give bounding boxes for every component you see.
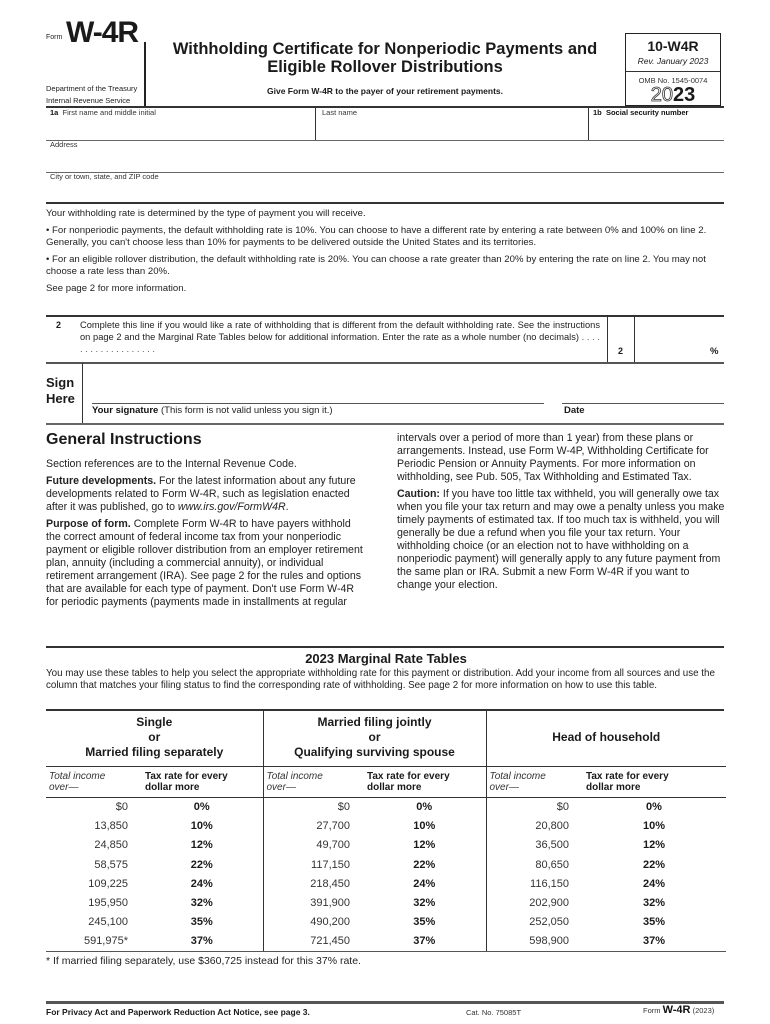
col-tax-rate: Tax rate for every dollar more [582,766,726,797]
line-2-box-number: 2 [618,346,624,356]
purpose-of-form: Purpose of form. Complete Form W-4R to have payers withhold the correct amount of federal income tax from your nonperiodic payment or eligible rollover distribution from an employer retirement plan, annuity (including a commercial annuity), or individual retirement arrangement (IRA). See page 2 for the rules and options that are available for each type of payment. Don't use Form W-4R for periodic payments (payments made in installments at regular [46,518,363,608]
caution: Caution: If you have too little tax withheld, you will generally owe tax when you file your tax return and may owe a penalty unless you make timely payments of estimated tax. If too much tax is withheld, you will generally be due a refund when you file your tax return. Your withholding choice (or an election not to have withholding on a nonperiodic payment) will generally apply to any future payment from the same plan or IRA. Submit a new Form W-4R if you want to change your election. [397,488,725,591]
marginal-rate-table [46,710,726,952]
rule [46,646,724,648]
rate-tables-title: 2023 Marginal Rate Tables [305,651,467,666]
department [46,83,137,107]
purpose-continued: intervals over a period of more than 1 year) from these plans or arrangements. Instead, use Form W-4P, Withholding Certificate for Periodic Pension or Annuity Payments. For more information on withholding, see Pub. 505, Tax Withholding and Estimated Tax. [397,432,709,483]
title-line2: Eligible Rollover Distributions [267,58,503,76]
group-married-jointly: Married filing jointly or Qualifying surviving spouse [263,710,486,766]
date-field[interactable] [562,370,724,402]
revision-date: Rev. January 2023 [637,56,709,66]
rate-table-footnote: * If married filing separately, use $360,725 instead for this 37% rate. [46,955,361,967]
line-1a-number: 1a [50,108,59,117]
first-name-label: 1a First name and middle initial [50,108,156,117]
percent-sign: % [710,346,719,357]
table-row: 58,575 22% 117,150 22% 80,650 22% [46,855,726,874]
table-row: 195,950 32% 391,900 32% 202,900 32% [46,893,726,912]
date-label: Date [564,405,585,416]
last-name-label: Last name [322,108,358,117]
future-developments: Future developments. For the latest information about any future developments related to Form W-4R, such as legislation enacted after it was published, go to www.irs.gov/FormW4R. [46,475,356,513]
irs-link[interactable]: www.irs.gov/FormW4R [177,501,286,513]
divider [588,107,589,140]
tax-year-bold: 23 [673,84,696,106]
header-divider [144,42,146,106]
withholding-rate-input[interactable] [636,318,706,360]
signature-line [92,403,544,404]
rate-tables-intro: You may use these tables to help you select the appropriate withholding rate for this payment or distribution. Add your income from all sources and use the column that matches your filing status to find the corresponding rate of withholding. See page 2 for more information on how to use this table. [46,668,715,691]
signature-label: Your signature (This form is not valid unless you sign it.) [92,405,333,416]
table-row: 591,975* 37% 721,450 37% 598,900 37% [46,932,726,951]
col-total-income: Total income over— [486,766,582,797]
omb-top [626,34,720,72]
divider [315,107,316,140]
form-number: W-4R [66,16,139,49]
signature-field[interactable] [92,370,544,402]
address-input[interactable] [50,150,722,170]
form-title [150,40,620,76]
intro-nonperiodic: • For nonperiodic payments, the default withholding rate is 10%. You can choose to have a different rate by entering a rate between 0% and 100% on line 2. Generally, you can't choose less than 10% for payments to be delivered outside the United States and its territories. [46,225,707,248]
last-name-input[interactable] [320,118,584,138]
table-row: $0 0% $0 0% $0 0% [46,797,726,816]
date-line [562,403,724,404]
line-2-instructions: Complete this line if you would like a rate of withholding that is different from the default withholding rate. See the instructions on page 2 and the Marginal Rate Tables below for additional information. Enter the rate as a whole number (no decimals) . . . . . . . . . . . . . . . . . . . [80,320,600,354]
intro-p1: Your withholding rate is determined by the type of payment you will receive. [46,208,366,219]
department-line1: Department of the Treasury [46,84,138,93]
footer-form-id: Form W-4R (2023) [643,1004,715,1016]
intro-rollover: • For an eligible rollover distribution, the default withholding rate is 20%. You can choose a rate greater than 20% by entering the rate on line 2. You may not choose a rate less than 20%. [46,254,706,277]
divider [634,316,635,362]
address-label: Address [50,140,78,149]
divider [607,316,608,362]
title-line1: Withholding Certificate for Nonperiodic Payments and [172,40,598,58]
table-row: 24,850 12% 49,700 12% 36,500 12% [46,836,726,855]
rule [46,1001,724,1004]
table-row: 245,100 35% 490,200 35% 252,050 35% [46,913,726,932]
group-single: Single or Married filing separately [46,710,263,766]
line-2-number: 2 [56,320,62,330]
general-instructions-left [46,458,364,613]
sign-here-label: Sign Here [46,375,75,406]
col-total-income: Total income over— [46,766,141,797]
omb-code: 10-W4R [647,38,699,54]
ssn-input[interactable] [592,118,722,138]
tax-year-outline: 20 [650,84,673,106]
general-instructions-right [397,432,727,596]
omb-number: OMB No. 1545-0074 [638,76,708,85]
intro-see-page: See page 2 for more information. [46,283,187,294]
col-tax-rate: Tax rate for every dollar more [363,766,486,797]
rule [46,315,724,317]
catalog-number: Cat. No. 75085T [466,1008,522,1017]
omb-box [625,33,721,106]
divider [82,363,83,423]
withholding-intro [46,208,726,300]
tax-year [626,84,720,107]
rule [46,140,724,141]
table-row: 13,850 10% 27,700 10% 20,800 10% [46,816,726,835]
department-line2: Internal Revenue Service [46,96,131,105]
rule [46,423,724,425]
privacy-notice: For Privacy Act and Paperwork Reduction Act Notice, see page 3. [46,1007,310,1017]
col-total-income: Total income over— [263,766,363,797]
city-label: City or town, state, and ZIP code [50,172,159,181]
city-state-zip-input[interactable] [50,182,722,201]
form-subtitle: Give Form W-4R to the payer of your retirement payments. [267,86,503,96]
general-instructions-title: General Instructions [46,431,202,448]
ssn-label: 1b Social security number [593,108,689,117]
section-references: Section references are to the Internal Revenue Code. [46,458,297,470]
first-name-input[interactable] [50,118,312,138]
col-tax-rate: Tax rate for every dollar more [141,766,263,797]
table-row: 109,225 24% 218,450 24% 116,150 24% [46,874,726,893]
form-label: Form [46,34,63,41]
rule [46,202,724,204]
rule [46,362,724,364]
group-head-of-household: Head of household [486,710,726,766]
